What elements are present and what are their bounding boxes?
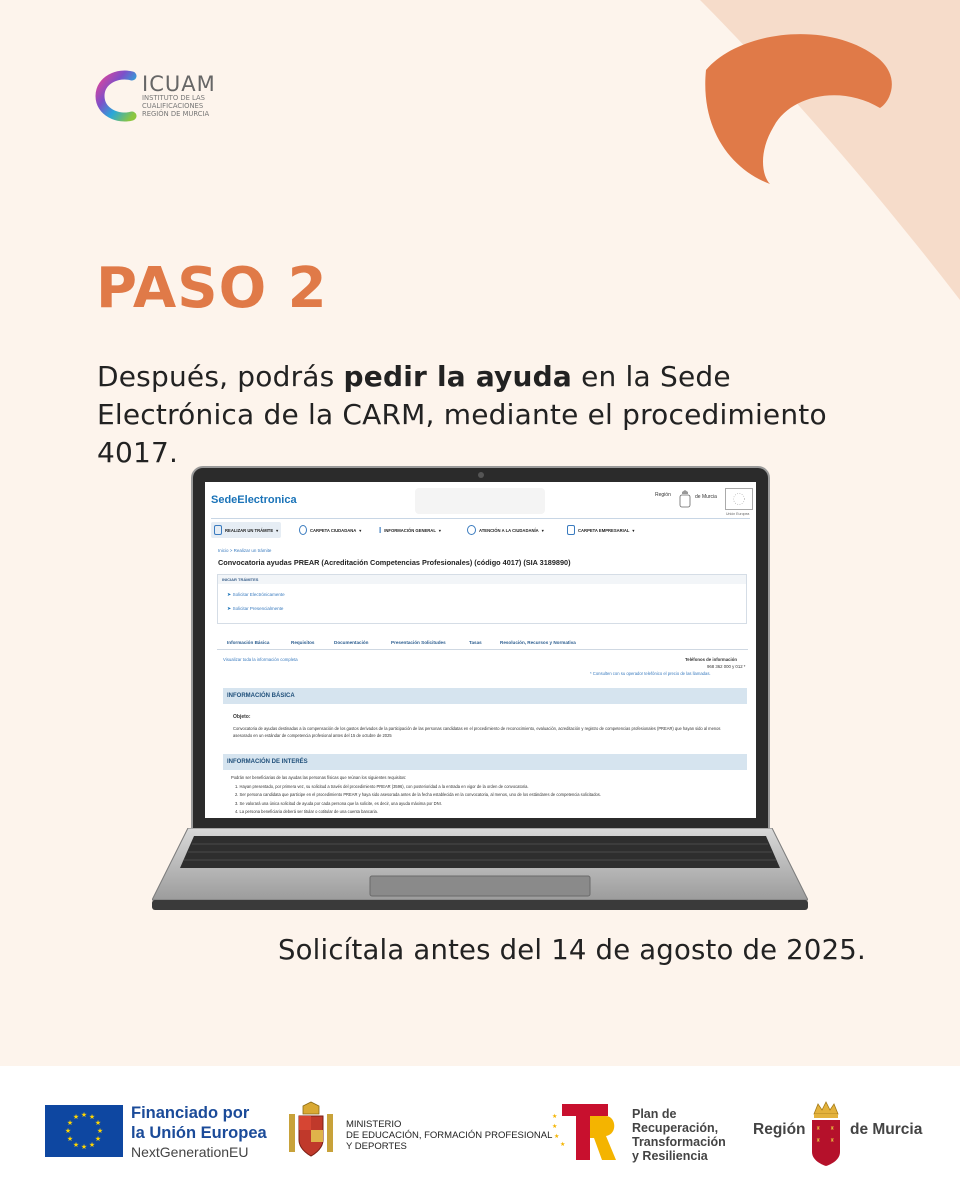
peach-swoosh (700, 0, 960, 300)
plan-recuperacion-text: Plan de Recuperación, Transformación y Resiliencia (632, 1107, 726, 1163)
region-murcia-label2: de Murcia (850, 1121, 923, 1138)
laptop-keyboard-base (152, 828, 808, 912)
objeto-label: Objeto: (233, 714, 251, 720)
svg-text:★: ★ (94, 1119, 102, 1127)
plan-recuperacion-logo-icon (550, 1100, 622, 1164)
svg-text:★: ★ (88, 1113, 96, 1121)
sede-electronica-logo[interactable]: SedeElectronica (211, 494, 297, 506)
svg-text:★: ★ (80, 1111, 88, 1119)
telefonos-value: 968 362 000 y 012 * (707, 664, 746, 669)
region-crest-icon (679, 490, 691, 508)
svg-text:★: ★ (66, 1119, 74, 1127)
svg-text:♜: ♜ (830, 1126, 835, 1132)
svg-text:♜: ♜ (816, 1138, 821, 1144)
objeto-text: Convocatoria de ayudas destinadas a la compensación de los gastos derivados de la participación de las personas candidatas en el procedimiento de reconocimiento, evaluación, acreditación y registro de competencias profesionales (PREAR) que hayan sido al menos asesorado en un estándar de competencia profesional antes del 15 de octubre de 2025 (233, 726, 721, 738)
building-icon (567, 525, 575, 535)
svg-text:♜: ♜ (830, 1138, 835, 1144)
intro-text: Después, podrás pedir la ayuda en la Sede Electrónica de la CARM, mediante el procedimiento 4017. (97, 360, 827, 469)
nav-realizar-tramite[interactable]: REALIZAR UN TRÁMITE ▾ (211, 522, 281, 538)
region-murcia-crest-icon (808, 1100, 844, 1168)
tab-documentacion[interactable]: Documentación (334, 640, 369, 645)
svg-text:★: ★ (96, 1127, 104, 1135)
ministry-name: MINISTERIO DE EDUCACIÓN, FORMACIÓN PROFESIONAL Y DEPORTES (346, 1119, 553, 1152)
info-tabs (217, 638, 748, 650)
icuam-logo (94, 70, 234, 122)
section-informacion-interes: INFORMACIÓN DE INTERÉS (223, 754, 747, 770)
iniciar-tramites-header: INICIAR TRÁMITES (218, 575, 746, 584)
tab-resolucion[interactable]: Resolución, Recursos y Normativa (500, 640, 576, 645)
deadline-text: Solicítala antes del 14 de agosto de 2025. (278, 934, 866, 966)
list-item: 2. Ser persona candidata que participe en el procedimiento PREAR y haya sido asesorada antes de la fecha establecida en la convocatoria, al menos, uno de los estándares de competencia solicitados. (235, 792, 601, 798)
eu-funding-line1: Financiado por (131, 1104, 250, 1122)
header-divider (211, 518, 750, 519)
document-icon (214, 525, 222, 535)
tab-requisitos[interactable]: Requisitos (291, 640, 315, 645)
eu-funding-line3: NextGenerationEU (131, 1144, 249, 1160)
ver-informacion-completa-link[interactable]: Visualizar toda la información completa (223, 657, 298, 662)
nav-carpeta-ciudadana[interactable]: CARPETA CIUDADANA ▾ (299, 522, 361, 538)
svg-text:★: ★ (88, 1141, 96, 1149)
user-icon (299, 525, 307, 535)
eu-label: Unión Europea (726, 512, 750, 516)
region-murcia-label1: Región (753, 1121, 806, 1138)
svg-text:★: ★ (66, 1135, 74, 1143)
requisitos-list (231, 774, 736, 817)
info-icon: I (379, 525, 382, 535)
list-item: Podrán ser beneficiarias de las ayudas las personas físicas que reúnan los siguientes requisitos: (231, 775, 407, 780)
svg-text:★: ★ (552, 1113, 558, 1120)
icuam-subtitle: INSTITUTO DE LAS CUALIFICACIONES REGIÓN DE MURCIA (142, 94, 210, 118)
svg-text:★: ★ (94, 1135, 102, 1143)
region-logo-label: Región (655, 492, 671, 498)
breadcrumb[interactable]: Inicio > Realizar un trámite (218, 548, 272, 553)
region-logo-label2: de Murcia (695, 494, 717, 500)
section-informacion-basica: INFORMACIÓN BÁSICA (223, 688, 747, 704)
spain-coat-of-arms-icon (285, 1100, 337, 1160)
svg-text:★: ★ (560, 1141, 566, 1148)
list-item: 1. Hayan presentado, por primera vez, su solicitud a través del procedimiento PREAR (3596), con posterioridad a la entrada en vigor de la orden de convocatoria. (235, 783, 529, 789)
list-item: 3. Se valorará una única solicitud de ayuda por cada persona que la solicite, es decir, una ayuda máxima por DNI. (235, 800, 442, 806)
procedure-title: Convocatoria ayudas PREAR (Acreditación Competencias Profesionales) (código 4017) (SIA 3189890) (218, 558, 571, 567)
eu-flag-icon (725, 488, 753, 510)
headset-icon (467, 525, 476, 535)
intro-bold: pedir la ayuda (343, 360, 572, 393)
telefonos-title: Teléfonos de información (685, 657, 737, 662)
telefonos-note[interactable]: * Consulten con su operador telefónico el precio de las llamadas. (590, 671, 711, 676)
laptop-lid (191, 466, 770, 834)
nav-informacion-general[interactable]: I INFORMACIÓN GENERAL ▾ (379, 525, 441, 535)
svg-text:♜: ♜ (816, 1126, 821, 1132)
list-item: 4. La persona beneficiaria deberá ser titular o cotitular de una cuenta bancaria. (235, 809, 378, 815)
nav-atencion-ciudadania[interactable]: ATENCIÓN A LA CIUDADANÍA ▾ (467, 522, 544, 538)
icuam-name: ICUAM (142, 72, 216, 96)
webcam-icon (478, 472, 484, 478)
svg-text:★: ★ (72, 1141, 80, 1149)
solicitar-electronicamente-link[interactable]: ➤ Solicitar Electrónicamente (227, 592, 285, 598)
blurred-header-area (415, 488, 545, 514)
tab-tasas[interactable]: Tasas (469, 640, 482, 645)
solicitar-presencialmente-link[interactable]: ➤ Solicitar Presencialmente (227, 606, 283, 612)
orange-swoosh (705, 34, 892, 184)
tab-informacion-basica[interactable]: Información Básica (227, 640, 270, 645)
step-title: PASO 2 (96, 256, 328, 321)
eu-funding-line2: la Unión Europea (131, 1124, 267, 1142)
svg-text:★: ★ (80, 1143, 88, 1151)
laptop-screen (205, 482, 756, 818)
icuam-logo-mark-icon (94, 70, 146, 122)
svg-text:★: ★ (72, 1113, 80, 1121)
laptop-mockup (152, 466, 808, 914)
svg-text:★: ★ (64, 1127, 72, 1135)
nav-carpeta-empresarial[interactable]: CARPETA EMPRESARIAL ▾ (567, 522, 635, 538)
tab-presentacion-solicitudes[interactable]: Presentación Solicitudes (391, 640, 446, 645)
svg-text:★: ★ (554, 1133, 560, 1140)
main-nav (211, 522, 750, 538)
svg-text:★: ★ (552, 1123, 558, 1130)
eu-flag-icon (45, 1105, 123, 1157)
